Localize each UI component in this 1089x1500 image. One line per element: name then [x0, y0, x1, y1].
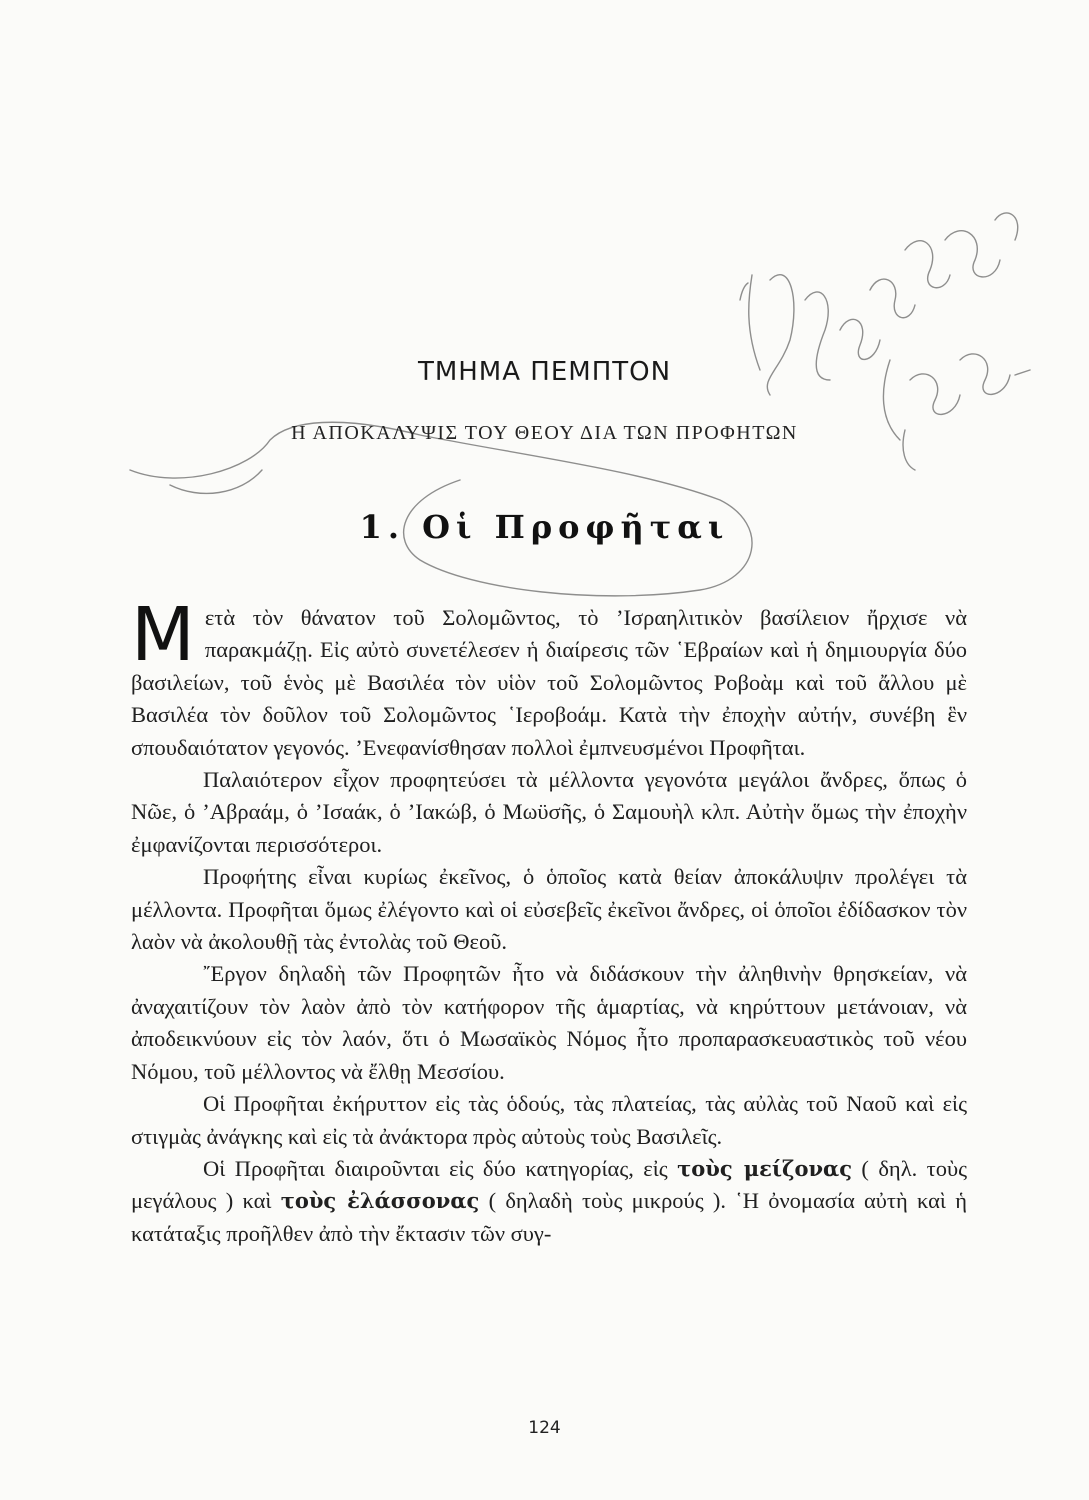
bold-term-minor: τοὺς ἐλάσσονας: [280, 1188, 480, 1214]
paragraph-2: Παλαιότερον εἶχον προφητεύσει τὰ μέλλοντα γεγονότα μεγάλοι ἄνδρες, ὅπως ὁ Νῶε, ὁ ’Αβραάμ, ὁ ’Ισαάκ, ὁ ’Ιακώβ, ὁ Μωϋσῆς, ὁ Σαμουὴλ κλπ. Αὐτὴν ὅμως τὴν ἐποχὴν ἐμφανίζονται περισσότεροι.: [131, 767, 967, 857]
drop-cap: Μ: [131, 592, 195, 678]
chapter-title: 1. Οἱ Προφῆται: [359, 508, 730, 546]
section-title: ΤΜΗΜΑ ΠΕΜΠΤΟΝ: [417, 357, 672, 387]
body-text: [131, 592, 968, 1250]
paragraph-1: Μετὰ τὸν θάνατον τοῦ Σολομῶντος, τὸ ’Ισραηλιτικὸν βασίλειον ἤρχισε νὰ παρακμάζῃ. Εἰς αὐτὸ συνετέλεσεν ἡ διαίρεσις τῶν ῾Εβραίων καὶ ἡ δημιουργία δύο βασιλείων, τοῦ ἑνὸς μὲ Βασιλέα τὸν υἱὸν τοῦ Σολομῶντος Ροβοὰμ καὶ τοῦ ἄλλου μὲ Βασιλέα τὸν δοῦλον τοῦ Σολομῶντος ῾Ιεροβοάμ. Κατὰ τὴν ἐποχὴν αὐτήν, συνέβη ἓν σπουδαιότατον γεγονός. ’Ενεφανίσθησαν πολλοὶ ἐμπνευσμένοι Προφῆται.: [131, 592, 967, 760]
paragraph-3: Προφήτης εἶναι κυρίως ἐκεῖνος, ὁ ὁποῖος κατὰ θείαν ἀποκάλυψιν προλέγει τὰ μέλλοντα. Προφῆται ὅμως ἐλέγοντο καὶ οἱ εὐσεβεῖς ἐκεῖνοι ἄνδρες, οἱ ὁποῖοι ἐδίδασκον τὸν λαὸν νὰ ἀκολουθῇ τὰς ἐντολὰς τοῦ Θεοῦ.: [131, 864, 967, 955]
paragraph-4: ῎Εργον δηλαδὴ τῶν Προφητῶν ἦτο νὰ διδάσκουν τὴν ἀληθινὴν θρησκείαν, νὰ ἀναχαιτίζουν τὸν λαὸν ἀπὸ τὸν κατήφορον τῆς ἁμαρτίας, νὰ κηρύττουν μετάνοιαν, νὰ ἀποδεικνύουν εἰς τὸν λαόν, ὅτι ὁ Μωσαϊκὸς Νόμος ἦτο προπαρασκευαστικὸς τοῦ νέου Νόμου, τοῦ μέλλοντος νὰ ἔλθῃ Μεσσίου.: [131, 961, 967, 1084]
bold-term-major: τοὺς μείζονας: [677, 1155, 852, 1181]
page-number: 124: [528, 1418, 561, 1438]
part-title: Η ΑΠΟΚΑΛΥΨΙΣ ΤΟΥ ΘΕΟΥ ΔΙΑ ΤΩΝ ΠΡΟΦΗΤΩΝ: [291, 422, 798, 444]
paragraph-5: Οἱ Προφῆται ἐκήρυττον εἰς τὰς ὁδούς, τὰς πλατείας, τὰς αὐλὰς τοῦ Ναοῦ καὶ εἰς στιγμὰς ἀνάγκης καὶ εἰς τὰ ἀνάκτορα πρὸς αὐτοὺς τοὺς Βασιλεῖς.: [131, 1091, 967, 1149]
paragraph-6: Οἱ Προφῆται διαιροῦνται εἰς δύο κατηγορίας, εἰς τοὺς μείζονας ( δηλ. τοὺς μεγάλους ) καὶ τοὺς ἐλάσσονας ( δηλαδὴ τοὺς μικρούς ). ῾Η ὀνομασία αὐτὴ καὶ ἡ κατάταξις προῆλθεν ἀπὸ τὴν ἔκτασιν τῶν συγ-: [131, 1155, 968, 1246]
